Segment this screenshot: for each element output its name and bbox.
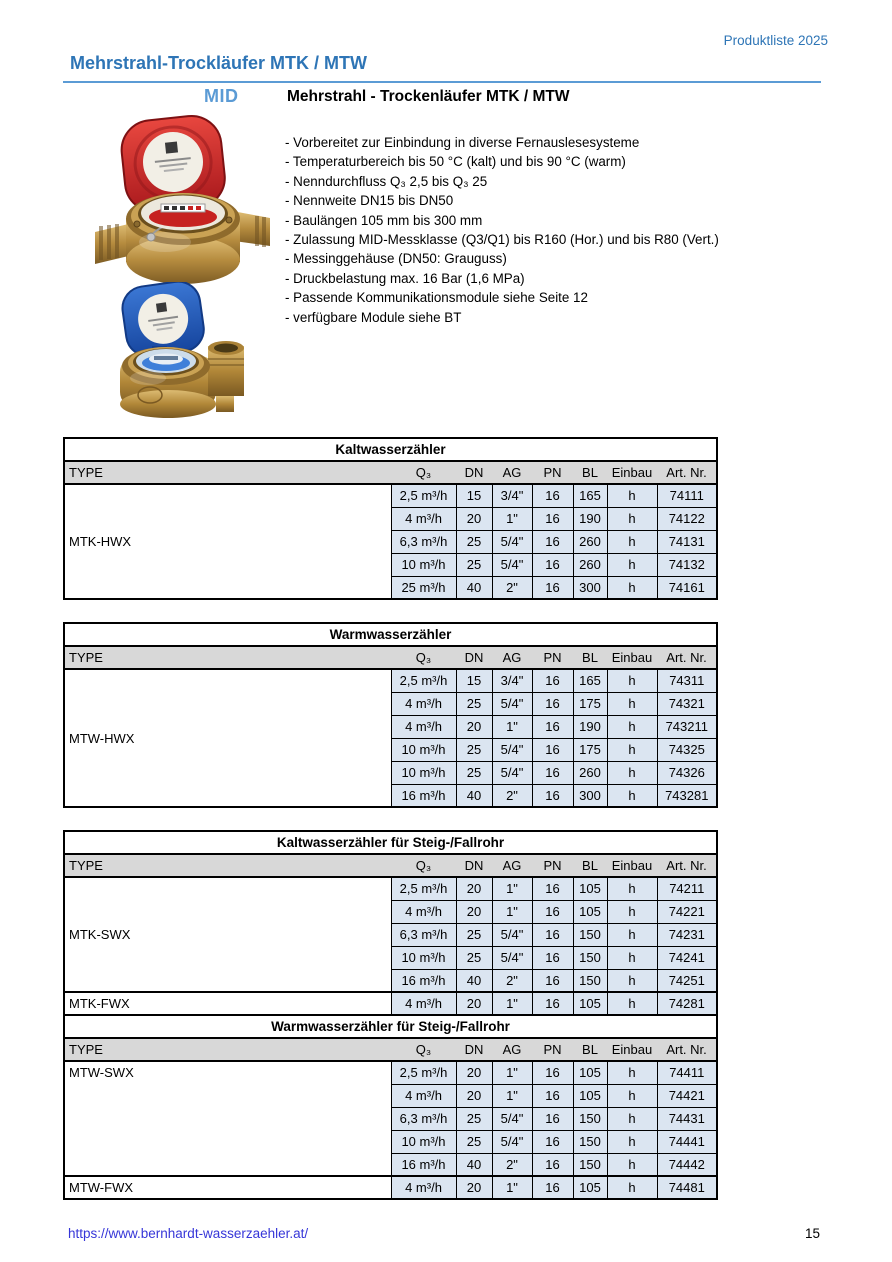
table-cell: 40 bbox=[456, 784, 492, 807]
table-cell: h bbox=[607, 946, 657, 969]
table-cell: h bbox=[607, 784, 657, 807]
table-cell: 1" bbox=[492, 507, 532, 530]
table-cell: 16 bbox=[532, 1107, 573, 1130]
table-cell: h bbox=[607, 1061, 657, 1084]
table-cell: 10 m³/h bbox=[391, 1130, 456, 1153]
table-section-title: Kaltwasserzähler bbox=[64, 438, 717, 461]
table-cell: 743211 bbox=[657, 715, 717, 738]
table-cell: 165 bbox=[573, 669, 607, 692]
feature-item: - Baulängen 105 mm bis 300 mm bbox=[285, 212, 483, 228]
table-cell: 6,3 m³/h bbox=[391, 1107, 456, 1130]
table-cell: 260 bbox=[573, 761, 607, 784]
mid-label: MID bbox=[204, 86, 239, 106]
table-cell: 2" bbox=[492, 1153, 532, 1176]
table-cell: 40 bbox=[456, 576, 492, 599]
table-cell: 25 bbox=[456, 1107, 492, 1130]
column-header: Q₃ bbox=[391, 854, 456, 877]
table-cell: 2" bbox=[492, 969, 532, 992]
type-cell: MTW-SWX bbox=[64, 1061, 391, 1176]
dial-face bbox=[141, 196, 225, 231]
table-cell: h bbox=[607, 1084, 657, 1107]
table-cell: 16 bbox=[532, 900, 573, 923]
table-cell: h bbox=[607, 669, 657, 692]
feature-item: - Vorbereitet zur Einbindung in diverse Fernauslesesysteme bbox=[285, 135, 640, 150]
table-cell: 150 bbox=[573, 1107, 607, 1130]
product-table bbox=[63, 830, 718, 1016]
type-cell: MTK-HWX bbox=[64, 484, 391, 599]
table-cell: 25 bbox=[456, 553, 492, 576]
dial-face bbox=[136, 349, 196, 373]
table-cell: h bbox=[607, 530, 657, 553]
table-cell: h bbox=[607, 1130, 657, 1153]
table-cell: 175 bbox=[573, 692, 607, 715]
column-header: DN bbox=[456, 646, 492, 669]
table-cell: 16 bbox=[532, 507, 573, 530]
product-table bbox=[63, 1014, 718, 1200]
table-cell: 16 m³/h bbox=[391, 1153, 456, 1176]
table-cell: 2,5 m³/h bbox=[391, 669, 456, 692]
footer-link[interactable]: https://www.bernhardt-wasserzaehler.at/ bbox=[68, 1226, 309, 1241]
table-cell: 5/4" bbox=[492, 530, 532, 553]
table-cell: h bbox=[607, 507, 657, 530]
table-cell: 16 bbox=[532, 738, 573, 761]
table-kaltwasserzaehler-steig-fallrohr bbox=[63, 830, 718, 1016]
table-row bbox=[64, 992, 717, 1015]
table-cell: 16 bbox=[532, 784, 573, 807]
column-header: DN bbox=[456, 461, 492, 484]
table-cell: 5/4" bbox=[492, 1107, 532, 1130]
table-cell: 260 bbox=[573, 530, 607, 553]
table-cell: 1" bbox=[492, 1176, 532, 1199]
table-cell: 6,3 m³/h bbox=[391, 923, 456, 946]
column-header: Q₃ bbox=[391, 646, 456, 669]
table-cell: 300 bbox=[573, 784, 607, 807]
type-cell: MTK-SWX bbox=[64, 877, 391, 992]
table-cell: 74441 bbox=[657, 1130, 717, 1153]
table-cell: 25 bbox=[456, 1130, 492, 1153]
table-cell: 260 bbox=[573, 553, 607, 576]
column-header: Einbau bbox=[607, 854, 657, 877]
table-cell: 10 m³/h bbox=[391, 553, 456, 576]
table-cell: 25 bbox=[456, 761, 492, 784]
table-cell: 300 bbox=[573, 576, 607, 599]
table-cell: 74325 bbox=[657, 738, 717, 761]
feature-item: - Nennweite DN15 bis DN50 bbox=[285, 193, 454, 209]
column-header: PN bbox=[532, 1038, 573, 1061]
column-header: Art. Nr. bbox=[657, 461, 717, 484]
table-row bbox=[64, 669, 717, 692]
table-cell: 74326 bbox=[657, 761, 717, 784]
type-cell: MTK-FWX bbox=[64, 992, 391, 1015]
feature-item: - verfügbare Module siehe BT bbox=[285, 309, 462, 325]
feature-item: - Druckbelastung max. 16 Bar (1,6 MPa) bbox=[285, 270, 525, 286]
table-cell: 40 bbox=[456, 969, 492, 992]
table-cell: 105 bbox=[573, 1084, 607, 1107]
product-table bbox=[63, 437, 718, 600]
column-header: PN bbox=[532, 461, 573, 484]
table-cell: 150 bbox=[573, 1153, 607, 1176]
table-cell: 16 bbox=[532, 669, 573, 692]
table-cell: 1" bbox=[492, 1061, 532, 1084]
table-cell: 5/4" bbox=[492, 761, 532, 784]
table-cell: 2" bbox=[492, 576, 532, 599]
table-cell: h bbox=[607, 992, 657, 1015]
column-header: TYPE bbox=[64, 461, 391, 484]
table-cell: 74231 bbox=[657, 923, 717, 946]
table-section-title: Kaltwasserzähler für Steig-/Fallrohr bbox=[64, 831, 717, 854]
table-cell: 190 bbox=[573, 507, 607, 530]
table-cell: 4 m³/h bbox=[391, 1176, 456, 1199]
table-cell: 16 bbox=[532, 692, 573, 715]
table-cell: 16 bbox=[532, 530, 573, 553]
table-cell: 16 bbox=[532, 1130, 573, 1153]
table-cell: 4 m³/h bbox=[391, 715, 456, 738]
column-header: Art. Nr. bbox=[657, 854, 717, 877]
feature-item: - Messinggehäuse (DN50: Grauguss) bbox=[285, 251, 507, 267]
table-cell: 105 bbox=[573, 877, 607, 900]
table-cell: 74321 bbox=[657, 692, 717, 715]
product-table bbox=[63, 622, 718, 808]
table-cell: 1" bbox=[492, 877, 532, 900]
feature-item: - Nenndurchfluss Q₃ 2,5 bis Q₃ 25 bbox=[285, 173, 488, 189]
table-cell: 25 bbox=[456, 738, 492, 761]
table-cell: h bbox=[607, 1153, 657, 1176]
table-cell: 20 bbox=[456, 1061, 492, 1084]
table-cell: 4 m³/h bbox=[391, 992, 456, 1015]
column-header: DN bbox=[456, 854, 492, 877]
table-cell: 5/4" bbox=[492, 1130, 532, 1153]
table-kaltwasserzaehler bbox=[63, 437, 718, 600]
table-cell: h bbox=[607, 877, 657, 900]
column-header: Q₃ bbox=[391, 461, 456, 484]
table-row bbox=[64, 1061, 717, 1084]
table-cell: 105 bbox=[573, 900, 607, 923]
table-warmwasserzaehler-steig-fallrohr bbox=[63, 1014, 718, 1200]
table-cell: 2" bbox=[492, 784, 532, 807]
table-cell: 743281 bbox=[657, 784, 717, 807]
table-cell: 1" bbox=[492, 992, 532, 1015]
table-cell: 16 bbox=[532, 1061, 573, 1084]
column-header: Einbau bbox=[607, 646, 657, 669]
table-cell: h bbox=[607, 553, 657, 576]
table-cell: 16 m³/h bbox=[391, 784, 456, 807]
product-list-label: Produktliste 2025 bbox=[723, 33, 828, 48]
table-cell: 5/4" bbox=[492, 738, 532, 761]
table-cell: 20 bbox=[456, 715, 492, 738]
table-cell: 16 bbox=[532, 1153, 573, 1176]
table-cell: 25 bbox=[456, 692, 492, 715]
table-row bbox=[64, 877, 717, 900]
table-cell: 15 bbox=[456, 669, 492, 692]
column-header: PN bbox=[532, 854, 573, 877]
table-cell: h bbox=[607, 969, 657, 992]
table-cell: 190 bbox=[573, 715, 607, 738]
table-cell: 16 bbox=[532, 761, 573, 784]
table-cell: 150 bbox=[573, 923, 607, 946]
column-header: AG bbox=[492, 1038, 532, 1061]
table-cell: 20 bbox=[456, 900, 492, 923]
table-cell: 4 m³/h bbox=[391, 507, 456, 530]
feature-item: - Zulassung MID-Messklasse (Q3/Q1) bis R160 (Hor.) und bis R80 (Vert.) bbox=[285, 232, 719, 248]
table-cell: 2,5 m³/h bbox=[391, 484, 456, 507]
table-section-title: Warmwasserzähler für Steig-/Fallrohr bbox=[64, 1015, 717, 1038]
table-cell: h bbox=[607, 738, 657, 761]
table-cell: 74251 bbox=[657, 969, 717, 992]
table-cell: 16 bbox=[532, 1084, 573, 1107]
table-cell: h bbox=[607, 900, 657, 923]
table-row bbox=[64, 484, 717, 507]
table-cell: 74431 bbox=[657, 1107, 717, 1130]
table-cell: 105 bbox=[573, 1176, 607, 1199]
table-cell: 5/4" bbox=[492, 553, 532, 576]
table-cell: 1" bbox=[492, 900, 532, 923]
column-header: Art. Nr. bbox=[657, 1038, 717, 1061]
table-cell: 25 m³/h bbox=[391, 576, 456, 599]
table-cell: 16 bbox=[532, 923, 573, 946]
table-cell: 25 bbox=[456, 530, 492, 553]
table-cell: 16 bbox=[532, 992, 573, 1015]
table-cell: 150 bbox=[573, 969, 607, 992]
section-title: Mehrstrahl - Trockenläufer MTK / MTW bbox=[287, 88, 570, 105]
table-cell: 105 bbox=[573, 1061, 607, 1084]
feature-item: - Temperaturbereich bis 50 °C (kalt) und bis 90 °C (warm) bbox=[285, 154, 626, 170]
table-cell: 4 m³/h bbox=[391, 692, 456, 715]
table-cell: 20 bbox=[456, 1176, 492, 1199]
table-cell: 5/4" bbox=[492, 923, 532, 946]
table-cell: 74442 bbox=[657, 1153, 717, 1176]
table-cell: 1" bbox=[492, 1084, 532, 1107]
table-cell: 74221 bbox=[657, 900, 717, 923]
table-cell: 5/4" bbox=[492, 692, 532, 715]
table-cell: 1" bbox=[492, 715, 532, 738]
column-header: BL bbox=[573, 646, 607, 669]
column-header: TYPE bbox=[64, 1038, 391, 1061]
table-cell: 74132 bbox=[657, 553, 717, 576]
table-cell: 20 bbox=[456, 992, 492, 1015]
table-cell: h bbox=[607, 576, 657, 599]
column-header: AG bbox=[492, 461, 532, 484]
table-cell: 16 bbox=[532, 553, 573, 576]
table-warmwasserzaehler bbox=[63, 622, 718, 808]
column-header: BL bbox=[573, 1038, 607, 1061]
table-cell: 4 m³/h bbox=[391, 1084, 456, 1107]
table-cell: 2,5 m³/h bbox=[391, 1061, 456, 1084]
column-header: BL bbox=[573, 854, 607, 877]
table-cell: 3/4" bbox=[492, 484, 532, 507]
table-cell: 74411 bbox=[657, 1061, 717, 1084]
column-header: Art. Nr. bbox=[657, 646, 717, 669]
table-cell: 2,5 m³/h bbox=[391, 877, 456, 900]
table-cell: 16 m³/h bbox=[391, 969, 456, 992]
table-cell: 20 bbox=[456, 507, 492, 530]
type-cell: MTW-FWX bbox=[64, 1176, 391, 1199]
column-header: AG bbox=[492, 646, 532, 669]
column-header: AG bbox=[492, 854, 532, 877]
table-cell: 5/4" bbox=[492, 946, 532, 969]
table-cell: 4 m³/h bbox=[391, 900, 456, 923]
table-cell: 150 bbox=[573, 946, 607, 969]
table-cell: h bbox=[607, 692, 657, 715]
table-cell: 16 bbox=[532, 969, 573, 992]
table-cell: h bbox=[607, 715, 657, 738]
table-cell: 6,3 m³/h bbox=[391, 530, 456, 553]
table-cell: 20 bbox=[456, 1084, 492, 1107]
table-cell: h bbox=[607, 923, 657, 946]
table-cell: 105 bbox=[573, 992, 607, 1015]
table-cell: 175 bbox=[573, 738, 607, 761]
feature-item: - Passende Kommunikationsmodule siehe Seite 12 bbox=[285, 290, 588, 306]
table-cell: 74161 bbox=[657, 576, 717, 599]
type-cell: MTW-HWX bbox=[64, 669, 391, 807]
table-cell: 16 bbox=[532, 715, 573, 738]
table-cell: 20 bbox=[456, 877, 492, 900]
table-cell: h bbox=[607, 1107, 657, 1130]
table-cell: h bbox=[607, 761, 657, 784]
table-cell: 165 bbox=[573, 484, 607, 507]
page-number: 15 bbox=[804, 1226, 820, 1241]
table-cell: 74481 bbox=[657, 1176, 717, 1199]
table-cell: 74122 bbox=[657, 507, 717, 530]
table-cell: 74111 bbox=[657, 484, 717, 507]
column-header: DN bbox=[456, 1038, 492, 1061]
column-header: Einbau bbox=[607, 461, 657, 484]
table-cell: 40 bbox=[456, 1153, 492, 1176]
table-cell: 74421 bbox=[657, 1084, 717, 1107]
table-cell: 74211 bbox=[657, 877, 717, 900]
column-header: TYPE bbox=[64, 854, 391, 877]
table-cell: h bbox=[607, 484, 657, 507]
column-header: BL bbox=[573, 461, 607, 484]
table-cell: 15 bbox=[456, 484, 492, 507]
table-cell: h bbox=[607, 1176, 657, 1199]
table-cell: 74281 bbox=[657, 992, 717, 1015]
table-cell: 16 bbox=[532, 576, 573, 599]
cold-water-meter-image bbox=[108, 282, 258, 427]
table-cell: 16 bbox=[532, 946, 573, 969]
table-cell: 150 bbox=[573, 1130, 607, 1153]
column-header: TYPE bbox=[64, 646, 391, 669]
table-steig-fallrohr-block bbox=[63, 830, 718, 1200]
hot-water-meter-image bbox=[95, 112, 270, 292]
table-cell: 74241 bbox=[657, 946, 717, 969]
feature-list bbox=[285, 133, 719, 327]
table-cell: 10 m³/h bbox=[391, 738, 456, 761]
table-row bbox=[64, 1176, 717, 1199]
table-cell: 74131 bbox=[657, 530, 717, 553]
page-title: Mehrstrahl-Trockläufer MTK / MTW bbox=[63, 53, 821, 83]
table-cell: 10 m³/h bbox=[391, 761, 456, 784]
table-cell: 25 bbox=[456, 946, 492, 969]
column-header: Q₃ bbox=[391, 1038, 456, 1061]
table-cell: 25 bbox=[456, 923, 492, 946]
table-cell: 74311 bbox=[657, 669, 717, 692]
table-cell: 16 bbox=[532, 877, 573, 900]
table-section-title: Warmwasserzähler bbox=[64, 623, 717, 646]
table-cell: 3/4" bbox=[492, 669, 532, 692]
table-cell: 16 bbox=[532, 1176, 573, 1199]
column-header: Einbau bbox=[607, 1038, 657, 1061]
column-header: PN bbox=[532, 646, 573, 669]
table-cell: 10 m³/h bbox=[391, 946, 456, 969]
table-cell: 16 bbox=[532, 484, 573, 507]
